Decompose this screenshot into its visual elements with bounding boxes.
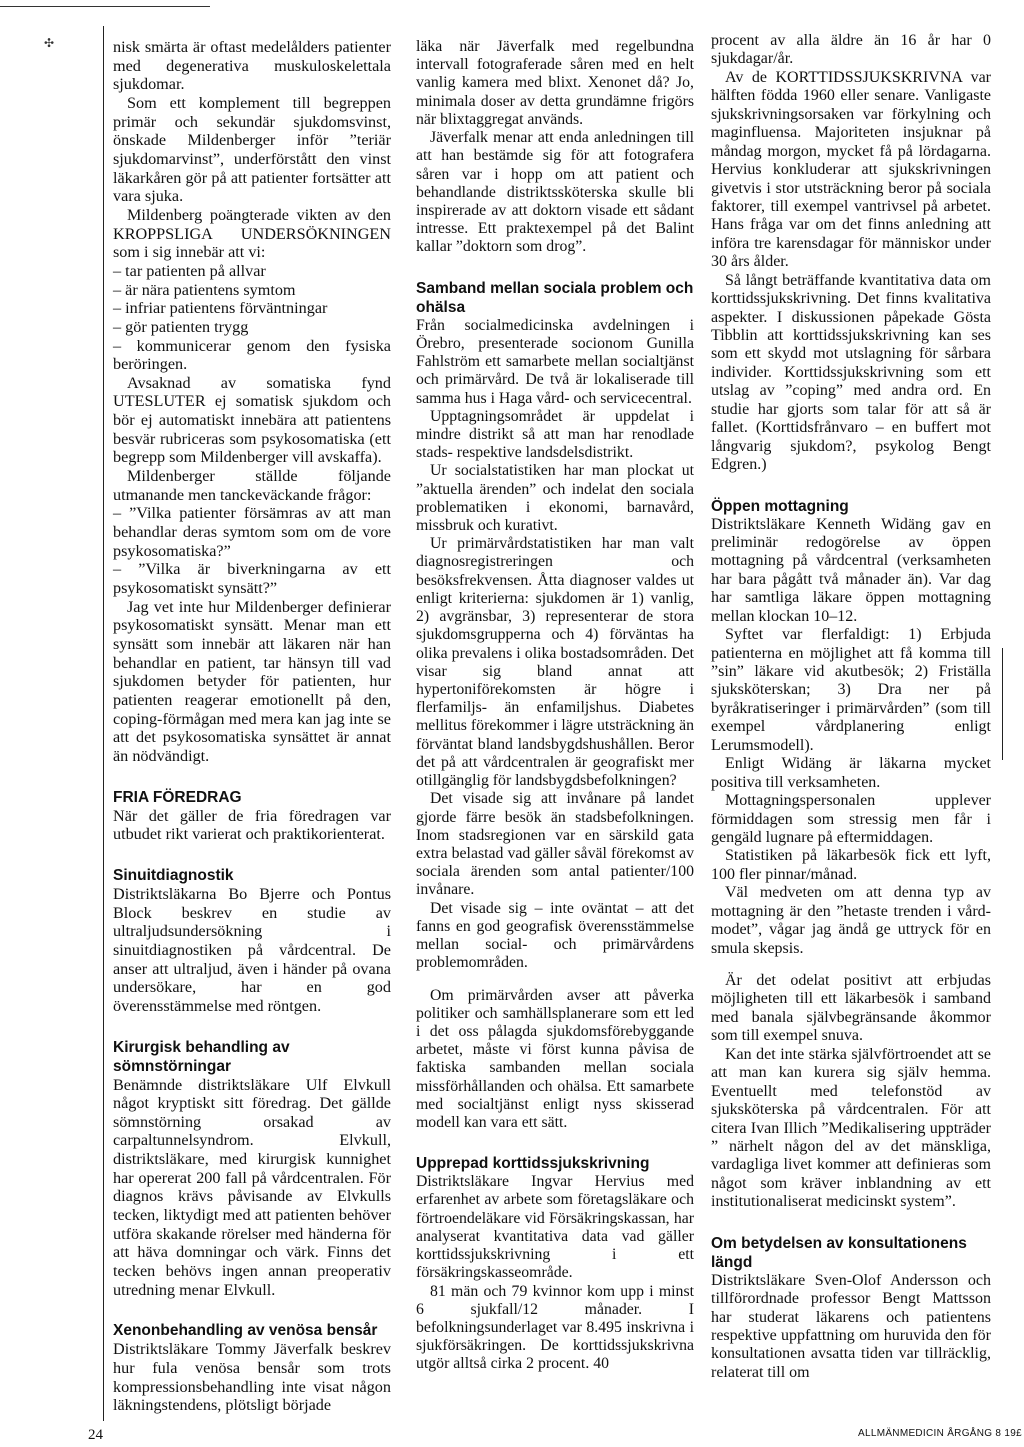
- section-heading: FRIA FÖREDRAG: [113, 788, 242, 806]
- margin-mark-icon: ✣: [44, 36, 55, 50]
- paragraph: Som ett komplement till begreppen primär och sekundär sjukdomsvinst, önskade Mildenberger inför ”teriär sjukdomarvinst”, underförstått den vinst läkarkåren gör på att patienter fortsätter att vara sjuka.: [113, 93, 391, 206]
- paragraph: Från socialmedicinska avdelningen i Örebro, presenterade socionom Gunilla Fahlström ett samarbete mellan socialtjänst och primärvård. De två är lokaliserade till samma hus i Haga vård- och servicecentral.: [416, 316, 694, 407]
- right-margin-rule: [1002, 648, 1003, 760]
- paragraph: Benämnde distriktsläkare Ulf Elvkull något kryptiskt sitt föredrag. Det gällde sömnstörning orsakad av carpaltunnelsyndrom. Elvkull, distriktsläkare, med kirurgisk kunnighet har opererat 200 fall på vårdcentralen. För diagnos krävs påvisande av Elvkulls tecken, liktydigt med att patienten behöver utföra skakande rörelser med händerna för att häva domningar och värk. Finns det tecken behövs ingen annan preoperativ utredning menar Elvkull.: [113, 1075, 391, 1299]
- left-margin-rule: [103, 26, 104, 1421]
- paragraph: Distriktsläkare Tommy Jäverfalk beskrev hur fula venösa bensår som trots kompressionsbehandling inte visat någon läkningstendens, plötsligt började: [113, 1340, 391, 1415]
- paragraph: Jag vet inte hur Mildenberger definierar psykosomatiskt synsätt. Menar man ett synsätt som innebär att läkaren när han behandlar en patient, tar hänsyn till vad sjukdomen betyder för patienten, hur patienten reagerar emotionellt på den, coping-förmågan med mera kan jag inte se att det psykosomatiska synsättet är annat än nödvändigt.: [113, 597, 391, 765]
- paragraph: När det gäller de fria föredragen var utbudet rikt varierat och praktikorienterat.: [113, 806, 391, 844]
- paragraph: Statistiken på läkarbesök fick ett lyft, 100 fler pinnar/månad.: [711, 847, 991, 883]
- paragraph: Upptagningsområdet är uppdelat i mindre distrikt så att man har renodlade stads- respektive landsdelsdistrikt.: [416, 407, 694, 462]
- section-heading: Sinuitdiagnostik: [113, 866, 234, 884]
- paragraph: Enligt Widäng är läkarna mycket positiva till verksamheten.: [711, 755, 991, 791]
- list-item: – gör patienten trygg: [113, 317, 249, 336]
- list-item: – är nära patientens symtom: [113, 280, 296, 299]
- paragraph: nisk smärta är oftast medelålders patienter med degenerativa muskuloskelettala sjukdomar.: [113, 38, 391, 94]
- paragraph: Ur primärvårdstatistiken har man valt diagnosregistreringen och besöksfrekvensen. Åtta diagnoser valdes ut enligt kriterierna: sjukdomen är 1) vanlig, 2) avgränsbar, 3) representerar de stora sjukdomsgrupperna och 4) förväntas ha olika prevalens i olika bostadsområden. Det visar sig bland annat att hypertoniförekomsten är högre i flerfamiljs- än enfamiljshus. Diabetes mellitus förekommer i lägre utsträckning än förväntat bland landsbygdshushållen. Beror det på att vårdcentralen är geografiskt mer otillgänglig för landsbygdsbefolkningen?: [416, 535, 694, 790]
- paragraph-gap: [416, 973, 694, 987]
- section-heading: Xenonbehandling av venösa bensår: [113, 1322, 378, 1340]
- section-heading: Kirurgisk behandling av sömnstörningar: [113, 1038, 290, 1075]
- paragraph: Är det odelat positivt att erbjudas möjligheten till ett läkarbesök i samband med banala självbegränsande åkommor som till exempel snuva.: [711, 972, 991, 1045]
- section-heading: Om betydelsen av konsultationens längd: [711, 1234, 967, 1271]
- paragraph: Distriktsläkarna Bo Bjerre och Pontus Block beskrev en studie av ultraljudsundersökning i sinuitdiagnostiken på vårdcentral. De anser att ultraljud, även i händer på ovana undersökare, har en god överensstämmelse med röntgen.: [113, 884, 391, 1015]
- top-rule: [0, 6, 210, 7]
- page-number: 24: [88, 1427, 103, 1443]
- paragraph: Det visade sig – inte oväntat – att det fanns en god geografisk överensstämmelse mellan social- och primärvårdens problemområden.: [416, 899, 694, 972]
- paragraph: Kan det inte stärka självförtroendet att se att man kan kurera sig själv hemma. Eventuellt med telefonstöd av sjuksköterska på vårdcentralen. För att citera Ivan Illich ”Medikalisering uppträder ” närhelt någon del av det mänskliga, vardagliga livet kommer att definieras som något som kräver inblandning av ett institutionaliserat medicinskt system”.: [711, 1045, 991, 1211]
- paragraph: Ur socialstatistiken har man plockat ut ”aktuella ärenden” och indelat den sociala problematiken i ekonomi, barnavård, missbruk och kurativt.: [416, 462, 694, 535]
- paragraph: Väl medveten om att denna typ av mottagning är den ”hetaste trenden i vård-modet”, vågar jag ändå ge uttryck för en smula skepsis.: [711, 884, 991, 957]
- text-column-2: [416, 38, 694, 1374]
- list-item: – ”Vilka patienter försämras av att man behandlar deras symtom som om de vore psykosomatiska?”: [113, 504, 391, 560]
- section-heading: Öppen mottagning: [711, 497, 849, 515]
- paragraph: läka när Jäverfalk med regelbundna intervall fotograferade såren med en helt vanlig kamera med blixt. Xenonet då? Jo, minimala doser av detta grundämne frigörs när blixtaggregat används.: [416, 38, 694, 128]
- paragraph-gap: [711, 958, 991, 972]
- paragraph: Mottagningspersonalen upplever förmiddagen som stressig men får i gengäld lugnare på eftermiddagen.: [711, 792, 991, 846]
- paragraph: Syftet var flerfaldigt: 1) Erbjuda patienterna en möjlighet att få komma till ”sin” läkare vid akutbesök; 2) Friställa sjuksköterskan; 3) Dra ner på byråkratiseringer i primärvården” (som till exempel vårdplanering enligt Lerumsmodell).: [711, 626, 991, 754]
- paragraph: Mildenberger ställde följande utmanande men tanckeväckande frågor:: [113, 467, 391, 504]
- paragraph: 81 män och 79 kvinnor kom upp i minst 6 sjukfall/12 månader. I befolkningsunderlaget var 8.495 inskrivna i sjukförsäkringen. De korttidssjukskrivna utgör alltså cirka 2 procent. 40: [416, 1282, 694, 1373]
- list-item: – infriar patientens förväntningar: [113, 299, 328, 318]
- paragraph: Jäverfalk menar att enda anledningen till att han bestämde sig för att fotografera såren var i hopp om att patient och behandlande distriktssköterska skulle bli inspirerade av att doktorn visade ett sådant intresse. Ett praktexempel på det Balint kallar ”doktorn som drog”.: [416, 129, 694, 256]
- paragraph: procent av alla äldre än 16 år har 0 sjukdagar/år.: [711, 32, 991, 68]
- paragraph: Distriktsläkare Kenneth Widäng gav en preliminär redogörelse av öppen mottagning på vårdcentral (verksamheten har bara pågått två månader än). Var dag har samtliga läkare öppen mottagning mellan klockan 10–12.: [711, 515, 991, 625]
- paragraph: Det visade sig att invånare på landet gjorde färre besök än stadsbefolkningen. Inom stadsregionen var en särskild gata extra belastad vad gäller såväl förekomst av sociala ärenden som antal patienter/100 invånare.: [416, 790, 694, 899]
- section-heading: Upprepad korttidssjukskrivning: [416, 1155, 650, 1173]
- text-column-1: [113, 38, 391, 1415]
- paragraph: Distriktsläkare Ingvar Hervius med erfarenhet av arbete som företagsläkare och förtroendeläkare vid Försäkringskassan, har analyserat kvantitativa data vad gäller korttidssjukskrivning i ett försäkringskasseområde.: [416, 1173, 694, 1282]
- paragraph: Avsaknad av somatiska fynd UTESLUTER ej somatisk sjukdom och bör ej automatiskt innebära att patientens besvär rubriceras som psykosomatiska (ett begrepp som Mildenberger vill avskaffa).: [113, 373, 391, 467]
- list-item: – tar patienten på allvar: [113, 261, 266, 280]
- paragraph: Mildenberg poängterade vikten av den KROPPSLIGA UNDERSÖKNINGEN som i sig innebär att vi:: [113, 205, 391, 262]
- section-heading: Samband mellan sociala problem och ohälsa: [416, 279, 694, 316]
- text-column-3: [711, 32, 991, 1382]
- paragraph: Om primärvården avser att påverka politiker och samhällsplanerare som ett led i det oss pålagda sjukdomsförebyggande arbetet, måste vi först kunna påvisa de faktiska sambanden mellan sociala missförhållanden och ohälsa. Ett samarbete med socialtjänst enligt nyss skisserad modell kan vara ett sätt.: [416, 986, 694, 1132]
- list-item: – kommunicerar genom den fysiska beröringen.: [113, 336, 391, 374]
- paragraph: Distriktsläkare Sven-Olof Andersson och tillförordnade professor Bengt Mattsson har studerat läkarens och patientens respektive uppfattning om huruvida den för konsultationen avsatta tiden var tillräcklig, relaterat till om: [711, 1271, 991, 1381]
- list-item: – ”Vilka är biverkningarna av ett psykosomatiskt synsätt?”: [113, 560, 391, 598]
- paragraph: Så långt beträffande kvantitativa data om korttidssjukskrivning. Det finns kvalitativa aspekter. I diskussionen påpekade Gösta Tibblin att korttidssjukskrivning kan ses som ett skydd mot utslagning för sårbara individer. Korttidssjukskrivning som ett utslag av ”coping” med andra ord. En studie har gjorts som talar för att så är fallet. (Korttidsfrånvaro – en buffert mot långvarig sjukdom?, psykolog Bengt Edgren.): [711, 271, 991, 474]
- paragraph: Av de KORTTIDSSJUKSKRIVNA var hälften födda 1960 eller senare. Vanligaste sjukskrivningsorsaken var förkylning och maginfluensa. Majoriteten insjuknar på måndag morgon, mycket få på lördagarna. Hervius konkluderar att sjukskrivningen givetvis i stor utsträckning beror på sociala faktorer, till exempel vantrivsel på arbetet. Hans fråga var om det finns anledning att införa tre karensdagar för människor under 30 års ålder.: [711, 68, 991, 271]
- journal-footer: ALLMÄNMEDICIN ÅRGÅNG 8 19£: [858, 1428, 1022, 1439]
